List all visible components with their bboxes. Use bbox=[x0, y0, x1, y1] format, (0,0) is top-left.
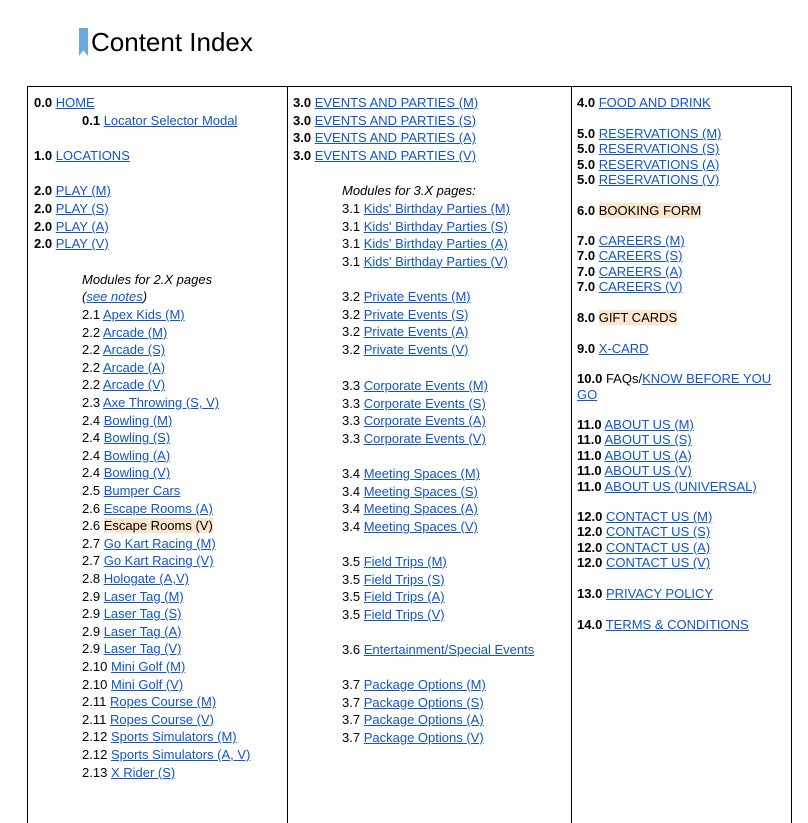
index-entry bbox=[342, 518, 478, 535]
index-entry bbox=[342, 676, 486, 693]
index-entry bbox=[342, 553, 447, 570]
entry-link[interactable]: Corporate Events (S) bbox=[364, 396, 486, 411]
entry-number: 2.0 bbox=[34, 183, 52, 198]
entry-link[interactable]: ABOUT US (A) bbox=[605, 448, 692, 463]
entry-number: 3.7 bbox=[342, 695, 360, 710]
entry-number: 5.0 bbox=[577, 141, 595, 156]
entry-link[interactable]: HOME bbox=[56, 95, 95, 110]
entry-number: 3.4 bbox=[342, 484, 360, 499]
entry-link[interactable]: X-CARD bbox=[599, 341, 649, 356]
entry-number: 2.13 bbox=[82, 765, 107, 780]
paren: ) bbox=[143, 289, 147, 304]
entry-link[interactable]: RESERVATIONS (A) bbox=[599, 157, 720, 172]
entry-link[interactable]: Arcade (A) bbox=[103, 360, 165, 375]
entry-link[interactable]: Mini Golf (V) bbox=[111, 677, 183, 692]
entry-link[interactable]: LOCATIONS bbox=[56, 148, 130, 163]
entry-number: 7.0 bbox=[577, 264, 595, 279]
index-table bbox=[27, 86, 792, 823]
entry-link[interactable]: Meeting Spaces (M) bbox=[364, 466, 480, 481]
entry-link[interactable]: ABOUT US (V) bbox=[605, 463, 692, 478]
see-notes-link[interactable]: see notes bbox=[86, 289, 142, 304]
entry-link[interactable]: Kids' Birthday Parties (V) bbox=[364, 254, 508, 269]
entry-number: 8.0 bbox=[577, 310, 595, 325]
entry-number: 2.10 bbox=[82, 677, 107, 692]
page-title: Content Index bbox=[91, 26, 253, 58]
entry-link[interactable]: Laser Tag (V) bbox=[104, 641, 182, 656]
index-entry bbox=[82, 324, 167, 341]
entry-link[interactable]: Ropes Course (V) bbox=[110, 712, 214, 727]
entry-number: 3.1 bbox=[342, 201, 360, 216]
entry-link[interactable]: CONTACT US (A) bbox=[606, 540, 710, 555]
index-entry bbox=[82, 429, 170, 446]
entry-number: 11.0 bbox=[577, 479, 602, 494]
entry-number: 2.4 bbox=[82, 465, 100, 480]
entry-link[interactable]: Entertainment/Special Events bbox=[364, 642, 535, 657]
entry-number: 12.0 bbox=[577, 509, 602, 524]
entry-link[interactable]: CONTACT US (M) bbox=[606, 509, 712, 524]
index-entry bbox=[577, 370, 771, 387]
entry-number: 3.5 bbox=[342, 607, 360, 622]
entry-number: 11.0 bbox=[577, 448, 602, 463]
entry-number: 11.0 bbox=[577, 432, 602, 447]
index-entry bbox=[577, 202, 701, 219]
entry-number: 2.1 bbox=[82, 307, 100, 322]
entry-link[interactable]: RESERVATIONS (S) bbox=[599, 141, 720, 156]
entry-link[interactable]: CAREERS (M) bbox=[599, 233, 685, 248]
entry-link[interactable]: EVENTS AND PARTIES (V) bbox=[315, 148, 476, 163]
entry-number: 1.0 bbox=[34, 148, 52, 163]
index-entry bbox=[34, 94, 95, 111]
index-entry bbox=[577, 585, 713, 602]
entry-link[interactable]: PLAY (M) bbox=[56, 183, 111, 198]
index-entry bbox=[577, 278, 683, 295]
entry-number: 2.2 bbox=[82, 377, 100, 392]
entry-number: 3.4 bbox=[342, 501, 360, 516]
entry-number: 3.7 bbox=[342, 712, 360, 727]
index-entry bbox=[342, 341, 468, 358]
entry-number: 3.2 bbox=[342, 324, 360, 339]
entry-link[interactable]: Corporate Events (A) bbox=[364, 413, 486, 428]
entry-label: GIFT CARDS bbox=[599, 310, 678, 325]
index-entry bbox=[82, 359, 165, 376]
modules-heading: Modules for 3.X pages: bbox=[342, 182, 476, 199]
entry-number: 2.6 bbox=[82, 518, 100, 533]
entry-number: 2.7 bbox=[82, 536, 100, 551]
entry-number: 2.9 bbox=[82, 606, 100, 621]
index-entry bbox=[82, 447, 170, 464]
entry-number: 2.6 bbox=[82, 501, 100, 516]
index-entry bbox=[82, 746, 250, 763]
index-entry bbox=[82, 728, 237, 745]
index-entry-continued bbox=[577, 386, 597, 403]
entry-link[interactable]: Private Events (M) bbox=[364, 289, 471, 304]
entry-link[interactable]: CAREERS (S) bbox=[599, 248, 683, 263]
entry-number: 12.0 bbox=[577, 540, 602, 555]
entry-link[interactable]: ABOUT US (M) bbox=[605, 417, 694, 432]
index-entry bbox=[82, 412, 172, 429]
entry-number: 2.4 bbox=[82, 413, 100, 428]
index-entry bbox=[342, 465, 480, 482]
entry-number: 0.1 bbox=[82, 113, 100, 128]
entry-link[interactable]: Private Events (S) bbox=[364, 307, 469, 322]
entry-link[interactable]: Kids' Birthday Parties (M) bbox=[364, 201, 510, 216]
entry-number: 2.7 bbox=[82, 553, 100, 568]
entry-link[interactable]: Escape Rooms (A) bbox=[104, 501, 213, 516]
see-notes-line bbox=[82, 288, 147, 305]
entry-link[interactable]: CONTACT US (V) bbox=[606, 555, 710, 570]
index-entry bbox=[577, 309, 677, 326]
entry-link[interactable]: Meeting Spaces (A) bbox=[364, 501, 478, 516]
entry-link[interactable]: Field Trips (M) bbox=[364, 554, 447, 569]
entry-number: 3.3 bbox=[342, 413, 360, 428]
entry-number: 5.0 bbox=[577, 126, 595, 141]
entry-number: 11.0 bbox=[577, 463, 602, 478]
entry-number: 7.0 bbox=[577, 233, 595, 248]
entry-number: 2.9 bbox=[82, 624, 100, 639]
entry-link[interactable]: Arcade (V) bbox=[103, 377, 165, 392]
index-entry bbox=[342, 430, 486, 447]
entry-number: 10.0 bbox=[577, 371, 602, 386]
entry-link[interactable]: CAREERS (A) bbox=[599, 264, 683, 279]
entry-number: 3.3 bbox=[342, 396, 360, 411]
index-entry bbox=[82, 464, 170, 481]
entry-number: 3.0 bbox=[293, 148, 311, 163]
index-entry bbox=[82, 570, 189, 587]
index-entry bbox=[34, 182, 111, 199]
entry-link[interactable]: Package Options (V) bbox=[364, 730, 484, 745]
index-entry bbox=[577, 94, 711, 111]
entry-link[interactable]: PRIVACY POLICY bbox=[606, 586, 713, 601]
index-entry bbox=[34, 200, 109, 217]
entry-label: Escape Rooms (V) bbox=[104, 518, 213, 533]
entry-label: FAQs/ bbox=[606, 371, 642, 386]
entry-link[interactable]: EVENTS AND PARTIES (S) bbox=[315, 113, 476, 128]
index-entry bbox=[82, 711, 214, 728]
entry-number: 5.0 bbox=[577, 157, 595, 172]
entry-number: 3.2 bbox=[342, 342, 360, 357]
entry-number: 3.2 bbox=[342, 289, 360, 304]
entry-link[interactable]: Package Options (S) bbox=[364, 695, 484, 710]
entry-link[interactable]: Bumper Cars bbox=[104, 483, 181, 498]
index-entry bbox=[82, 588, 184, 605]
index-entry bbox=[342, 200, 510, 217]
index-entry bbox=[342, 500, 478, 517]
index-entry bbox=[82, 500, 213, 517]
entry-link[interactable]: Go Kart Racing (V) bbox=[104, 553, 214, 568]
index-entry bbox=[82, 482, 180, 499]
entry-number: 2.8 bbox=[82, 571, 100, 586]
index-entry bbox=[293, 129, 476, 146]
column-3 bbox=[572, 87, 792, 823]
entry-number: 12.0 bbox=[577, 524, 602, 539]
entry-link[interactable]: Corporate Events (M) bbox=[364, 378, 488, 393]
entry-number: 3.0 bbox=[293, 95, 311, 110]
entry-number: 11.0 bbox=[577, 417, 602, 432]
entry-number: 2.0 bbox=[34, 236, 52, 251]
index-entry bbox=[293, 147, 476, 164]
index-entry bbox=[342, 694, 484, 711]
entry-number: 3.5 bbox=[342, 572, 360, 587]
index-entry bbox=[293, 112, 476, 129]
index-entry bbox=[577, 478, 757, 495]
entry-number: 3.0 bbox=[293, 113, 311, 128]
entry-number: 2.11 bbox=[82, 694, 106, 709]
entry-link[interactable]: Axe Throwing (S, V) bbox=[103, 395, 219, 410]
index-entry bbox=[82, 676, 183, 693]
entry-number: 7.0 bbox=[577, 248, 595, 263]
index-entry bbox=[82, 658, 185, 675]
index-entry bbox=[82, 605, 182, 622]
entry-number: 2.2 bbox=[82, 342, 100, 357]
entry-number: 14.0 bbox=[577, 617, 602, 632]
index-entry bbox=[82, 693, 216, 710]
column-2 bbox=[288, 87, 572, 823]
index-entry bbox=[342, 571, 445, 588]
entry-number: 2.9 bbox=[82, 641, 100, 656]
index-entry bbox=[342, 288, 471, 305]
index-entry bbox=[342, 483, 478, 500]
entry-number: 3.1 bbox=[342, 219, 360, 234]
entry-link[interactable]: Go Kart Racing (M) bbox=[104, 536, 216, 551]
entry-link[interactable]: Sports Simulators (M) bbox=[111, 729, 237, 744]
index-entry bbox=[82, 764, 175, 781]
entry-link[interactable]: Laser Tag (M) bbox=[104, 589, 184, 604]
entry-link[interactable]: Package Options (M) bbox=[364, 677, 486, 692]
entry-number: 5.0 bbox=[577, 172, 595, 187]
entry-link[interactable]: Bowling (M) bbox=[104, 413, 173, 428]
title-block bbox=[79, 26, 253, 58]
entry-link[interactable]: Locator Selector Modal bbox=[104, 113, 238, 128]
index-entry bbox=[82, 640, 182, 657]
entry-link[interactable]: Corporate Events (V) bbox=[364, 431, 486, 446]
index-entry bbox=[82, 376, 165, 393]
bookmark-icon bbox=[79, 28, 88, 56]
entry-number: 2.0 bbox=[34, 219, 52, 234]
entry-number: 2.3 bbox=[82, 395, 100, 410]
index-entry bbox=[82, 517, 213, 534]
entry-link[interactable]: Meeting Spaces (S) bbox=[364, 484, 478, 499]
entry-link[interactable]: TERMS & CONDITIONS bbox=[606, 617, 749, 632]
index-entry bbox=[82, 112, 237, 129]
entry-number: 2.9 bbox=[82, 589, 100, 604]
entry-number: 3.3 bbox=[342, 431, 360, 446]
index-entry bbox=[577, 554, 710, 571]
entry-number: 4.0 bbox=[577, 95, 595, 110]
entry-label: BOOKING FORM bbox=[599, 203, 702, 218]
entry-number: 2.4 bbox=[82, 448, 100, 463]
entry-link[interactable]: Ropes Course (M) bbox=[110, 694, 216, 709]
entry-number: 6.0 bbox=[577, 203, 595, 218]
entry-link[interactable]: Field Trips (V) bbox=[364, 607, 445, 622]
entry-number: 2.2 bbox=[82, 360, 100, 375]
entry-link[interactable]: Sports Simulators (A, V) bbox=[111, 747, 250, 762]
index-entry bbox=[342, 641, 534, 658]
entry-link[interactable]: PLAY (S) bbox=[56, 201, 109, 216]
index-entry bbox=[82, 623, 182, 640]
entry-link[interactable]: Laser Tag (A) bbox=[104, 624, 182, 639]
entry-number: 2.5 bbox=[82, 483, 100, 498]
entry-number: 2.11 bbox=[82, 712, 106, 727]
entry-link[interactable]: Apex Kids (M) bbox=[103, 307, 185, 322]
index-entry bbox=[293, 94, 478, 111]
index-entry bbox=[577, 340, 649, 357]
entry-number: 9.0 bbox=[577, 341, 595, 356]
index-entry bbox=[342, 218, 508, 235]
entry-number: 3.7 bbox=[342, 730, 360, 745]
entry-link[interactable]: Private Events (V) bbox=[364, 342, 469, 357]
entry-link[interactable]: Bowling (V) bbox=[104, 465, 170, 480]
entry-number: 3.1 bbox=[342, 254, 360, 269]
entry-number: 3.2 bbox=[342, 307, 360, 322]
entry-link[interactable]: Field Trips (A) bbox=[364, 589, 445, 604]
index-entry bbox=[577, 616, 749, 633]
entry-link[interactable]: CONTACT US (S) bbox=[606, 524, 710, 539]
entry-link[interactable]: Private Events (A) bbox=[364, 324, 469, 339]
entry-number: 3.3 bbox=[342, 378, 360, 393]
entry-number: 3.4 bbox=[342, 466, 360, 481]
entry-number: 3.6 bbox=[342, 642, 360, 657]
entry-number: 3.7 bbox=[342, 677, 360, 692]
entry-link[interactable]: Kids' Birthday Parties (A) bbox=[364, 236, 508, 251]
entry-link[interactable]: Laser Tag (S) bbox=[104, 606, 182, 621]
index-entry bbox=[34, 147, 130, 164]
index-entry bbox=[342, 412, 486, 429]
index-entry bbox=[342, 606, 445, 623]
entry-number: 2.4 bbox=[82, 430, 100, 445]
entry-number: 2.12 bbox=[82, 747, 107, 762]
entry-number: 2.10 bbox=[82, 659, 107, 674]
entry-link[interactable]: KNOW BEFORE YOU bbox=[642, 371, 771, 386]
entry-number: 0.0 bbox=[34, 95, 52, 110]
entry-link[interactable]: Package Options (A) bbox=[364, 712, 484, 727]
index-entry bbox=[342, 395, 486, 412]
column-1 bbox=[28, 87, 288, 823]
entry-number: 3.5 bbox=[342, 589, 360, 604]
entry-number: 2.2 bbox=[82, 325, 100, 340]
index-entry bbox=[342, 323, 468, 340]
index-entry bbox=[34, 235, 109, 252]
entry-link[interactable]: Meeting Spaces (V) bbox=[364, 519, 478, 534]
entry-link[interactable]: Arcade (M) bbox=[103, 325, 167, 340]
entry-link[interactable]: RESERVATIONS (V) bbox=[599, 172, 720, 187]
index-entry bbox=[82, 306, 185, 323]
entry-link[interactable]: PLAY (A) bbox=[56, 219, 109, 234]
index-entry bbox=[342, 729, 484, 746]
entry-link[interactable]: X Rider (S) bbox=[111, 765, 175, 780]
entry-link[interactable]: CAREERS (V) bbox=[599, 279, 683, 294]
index-entry bbox=[34, 218, 109, 235]
entry-link[interactable]: Bowling (A) bbox=[104, 448, 170, 463]
modules-heading: Modules for 2.X pages bbox=[82, 271, 212, 288]
index-entry bbox=[342, 377, 488, 394]
entry-link[interactable]: PLAY (V) bbox=[56, 236, 109, 251]
entry-link[interactable]: Hologate (A,V) bbox=[104, 571, 189, 586]
entry-number: 3.0 bbox=[293, 130, 311, 145]
index-entry bbox=[82, 341, 165, 358]
index-entry bbox=[342, 235, 508, 252]
entry-link[interactable]: Kids' Birthday Parties (S) bbox=[364, 219, 508, 234]
entry-link[interactable]: Bowling (S) bbox=[104, 430, 170, 445]
entry-number: 7.0 bbox=[577, 279, 595, 294]
entry-number: 2.0 bbox=[34, 201, 52, 216]
entry-link[interactable]: GO bbox=[577, 387, 597, 402]
entry-link[interactable]: FOOD AND DRINK bbox=[599, 95, 711, 110]
entry-link[interactable]: Arcade (S) bbox=[103, 342, 165, 357]
paren: ( bbox=[82, 289, 86, 304]
index-entry bbox=[342, 711, 484, 728]
entry-link[interactable]: Mini Golf (M) bbox=[111, 659, 185, 674]
index-entry bbox=[82, 535, 216, 552]
index-entry bbox=[342, 588, 445, 605]
entry-link[interactable]: Field Trips (S) bbox=[364, 572, 445, 587]
index-entry bbox=[342, 306, 468, 323]
entry-link[interactable]: EVENTS AND PARTIES (A) bbox=[315, 130, 476, 145]
entry-number: 12.0 bbox=[577, 555, 602, 570]
index-entry bbox=[342, 253, 508, 270]
entry-number: 3.5 bbox=[342, 554, 360, 569]
index-entry bbox=[82, 552, 214, 569]
entry-link[interactable]: EVENTS AND PARTIES (M) bbox=[315, 95, 479, 110]
entry-link[interactable]: ABOUT US (UNIVERSAL) bbox=[605, 479, 757, 494]
entry-number: 13.0 bbox=[577, 586, 602, 601]
entry-number: 3.4 bbox=[342, 519, 360, 534]
entry-link[interactable]: ABOUT US (S) bbox=[605, 432, 692, 447]
index-entry bbox=[577, 171, 719, 188]
entry-number: 2.12 bbox=[82, 729, 107, 744]
entry-link[interactable]: RESERVATIONS (M) bbox=[599, 126, 722, 141]
entry-number: 3.1 bbox=[342, 236, 360, 251]
index-entry bbox=[82, 394, 219, 411]
